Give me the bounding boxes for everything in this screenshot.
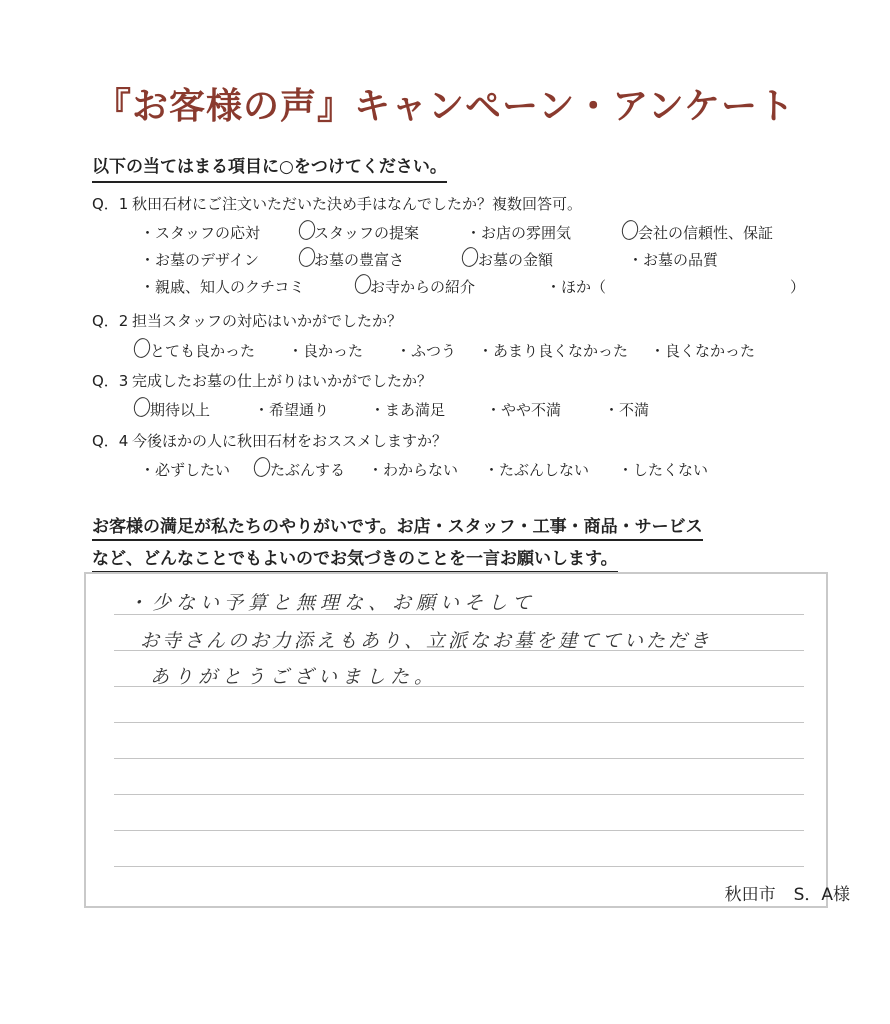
signature [707,880,850,905]
q2-option-average[interactable]: ・ふつう [396,342,457,360]
ruled-line [114,830,804,831]
q1-option-other[interactable]: ・ほか（ [546,278,607,296]
handwritten-comment-line-1: ・少ない予算と無理な、お願いそして [128,592,537,614]
signature-place: 秋田市 [724,885,776,905]
request-line-2: など、どんなことでもよいのでお気づきのことを一言お願いします。 [92,544,618,573]
handwritten-comment-line-2: お寺さんのお力添えもあり、立派なお墓を建てていただき [140,630,713,652]
q1-option-temple-referral[interactable]: お寺からの紹介 [370,278,476,296]
question-4 [92,430,447,451]
q1-option-staff-proposal[interactable]: スタッフの提案 [314,224,420,242]
q3-option-as-hoped[interactable]: ・希望通り [254,401,330,419]
q3-option-satisfied[interactable]: ・まあ満足 [370,401,446,419]
q2-option-bad[interactable]: ・良くなかった [650,342,756,360]
q2-option-very-good[interactable]: とても良かった [150,342,256,360]
q4-option-unsure[interactable]: ・わからない [368,461,459,479]
question-1 [92,193,582,214]
q1-option-word-of-mouth[interactable]: ・親戚、知人のクチコミ [140,278,305,296]
signature-name: S．A様 [793,885,850,905]
comment-box[interactable] [84,572,828,908]
q2-option-not-so-good[interactable]: ・あまり良くなかった [478,342,629,360]
instruction-text: 以下の当てはまる項目に○をつけてください。 [92,152,447,183]
question-number: Q．4 [92,432,129,450]
ruled-line [114,722,804,723]
q3-option-exceeded[interactable]: 期待以上 [150,401,211,419]
question-3 [92,370,432,391]
q4-option-probably[interactable]: たぶんする [270,461,346,479]
ruled-line [114,758,804,759]
q4-option-probably-not[interactable]: ・たぶんしない [484,461,590,479]
q2-option-good[interactable]: ・良かった [288,342,364,360]
question-2 [92,310,402,331]
survey-title: 『お客様の声』キャンペーン・アンケート [94,86,796,127]
q1-option-grave-quality[interactable]: ・お墓の品質 [628,251,719,269]
question-number: Q．3 [92,372,129,390]
question-text: 完成したお墓の仕上がりはいかがでしたか？ [132,372,433,390]
q4-option-no[interactable]: ・したくない [618,461,709,479]
q1-option-company-trust[interactable]: 会社の信頼性、保証 [638,224,774,242]
ruled-line [114,794,804,795]
question-number: Q．1 [92,195,129,213]
q1-option-grave-variety[interactable]: お墓の豊富さ [314,251,405,269]
q1-option-other-close: ） [790,278,806,296]
question-number: Q．2 [92,312,129,330]
q4-option-definitely[interactable]: ・必ずしたい [140,461,231,479]
q3-option-somewhat-dissatisfied[interactable]: ・やや不満 [486,401,562,419]
q3-option-dissatisfied[interactable]: ・不満 [604,401,650,419]
q1-option-staff-response[interactable]: ・スタッフの応対 [140,224,261,242]
handwritten-comment-line-3: ありがとうございました。 [150,666,439,688]
question-text: 担当スタッフの対応はいかがでしたか？ [132,312,403,330]
q1-option-grave-design[interactable]: ・お墓のデザイン [140,251,259,269]
q1-option-grave-price[interactable]: お墓の金額 [478,251,554,269]
request-line-1: お客様の満足が私たちのやりがいです。お店・スタッフ・工事・商品・サービス [92,512,703,541]
question-text: 今後ほかの人に秋田石材をおススメしますか？ [132,432,448,450]
question-text: 秋田石材にご注文いただいた決め手はなんでしたか？複数回答可。 [132,195,583,213]
ruled-line [114,866,804,867]
q1-option-store-atmosphere[interactable]: ・お店の雰囲気 [466,224,572,242]
